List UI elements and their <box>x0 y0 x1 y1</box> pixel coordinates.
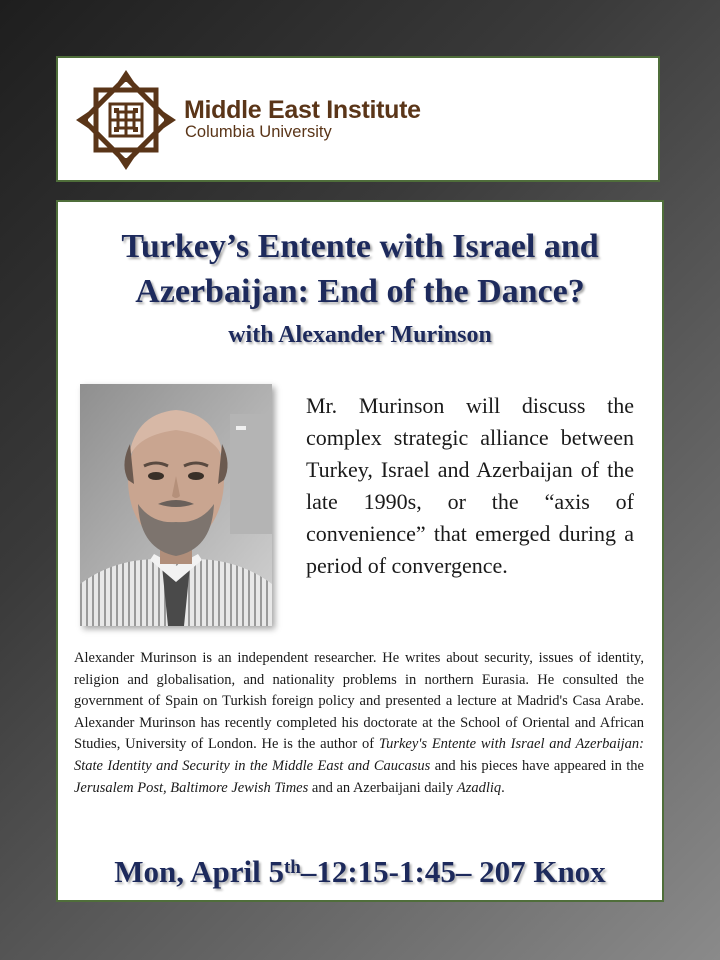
bio-publication-2: Azadliq <box>456 779 502 796</box>
event-date-ordinal: th <box>283 857 301 878</box>
bio-text-3: and an Azerbaijani daily <box>308 779 457 796</box>
university-name: Columbia University <box>185 123 332 141</box>
event-date-time-location <box>58 852 662 892</box>
event-title-line-1: Turkey’s Entente with Israel and <box>121 228 599 265</box>
speaker-photo <box>80 384 272 626</box>
event-description: Mr. Murinson will discuss the complex strategic alliance between Turkey, Israel and Azerbaijan of the late 1990s, or the “axis of convenience” that emerged during a period of convergence. <box>306 393 634 578</box>
bio-publication-1: Jerusalem Post, Baltimore Jewish Times <box>74 779 309 796</box>
event-panel <box>56 200 664 902</box>
bio-book-title: Turkey's Entente with Israel and Azerbaijan: State Identity and Security in the Middle East and Caucasus <box>74 736 644 774</box>
event-date: Mon, April 5 <box>114 854 284 889</box>
speaker-bio <box>74 648 644 799</box>
institute-name: Middle East Institute <box>184 96 421 124</box>
event-time-place: –12:15-1:45– 207 Knox <box>300 854 606 889</box>
speaker-line: with Alexander Murinson <box>228 322 492 348</box>
speaker-portrait-icon <box>80 384 272 626</box>
event-title <box>58 224 662 314</box>
event-title-line-2: Azerbaijan: End of the Dance? <box>135 273 585 310</box>
star-lattice-icon <box>74 68 178 172</box>
bio-text-4: . <box>501 779 505 796</box>
header-banner <box>56 56 660 182</box>
bio-text-2: and his pieces have appeared in the <box>430 757 644 774</box>
bio-text-1: Alexander Murinson is an independent researcher. He writes about security, issues of identity, religion and globalisation, and nationality problems in northern Eurasia. He consulted the government of Spain on Turkish foreign policy and presented a lecture at Madrid's Casa Arabe. Alexander Murinson has recently completed his doctorate at the School of Oriental and African Studies, University of London. He is the author of <box>74 650 644 753</box>
